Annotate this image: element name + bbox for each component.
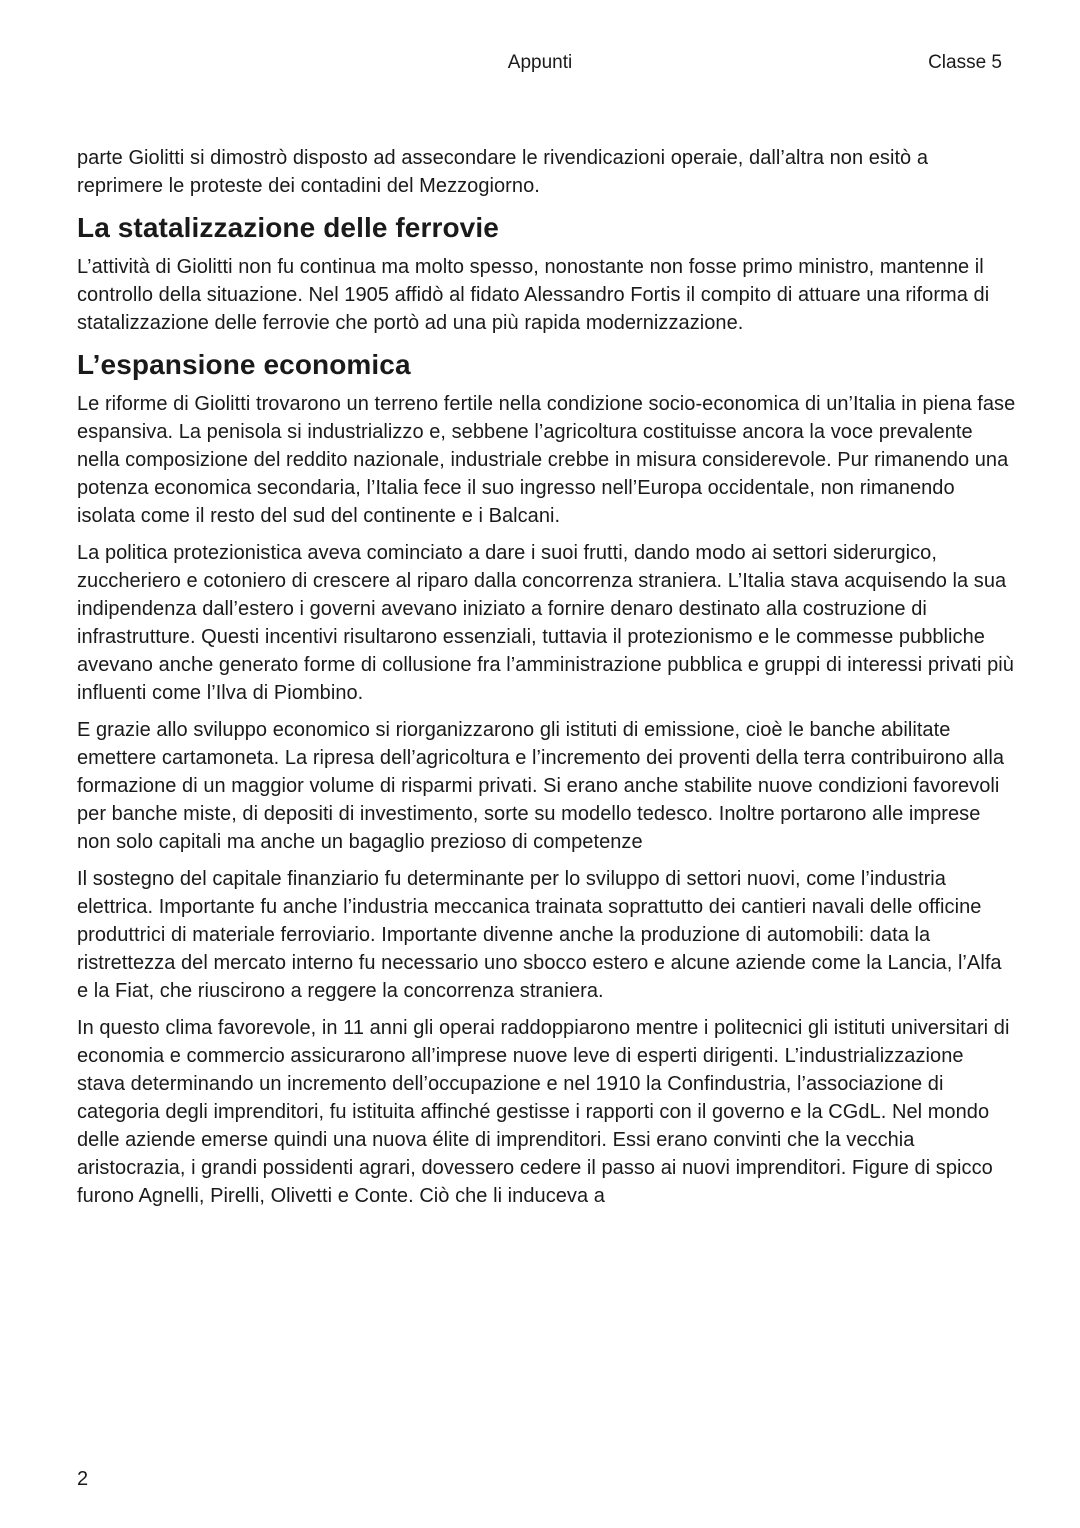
paragraph-espansione-4: Il sostegno del capitale finanziario fu determinante per lo sviluppo di settori nuovi, come l’industria elettrica. Importante fu anche l’industria meccanica trainata soprattutto dei cantieri navali delle officine produttrici di materiale ferroviario. Importante divenne anche la produzione di automobili: data la ristrettezza del mercato interno fu necessario uno sbocco estero e alcune aziende come la Lancia, l’Alfa e la Fiat, che riuscirono a reggere la concorrenza straniera. bbox=[77, 868, 1002, 1002]
class-label: Classe 5 bbox=[928, 52, 1002, 73]
document-body bbox=[77, 144, 1017, 1219]
page-number: 2 bbox=[77, 1468, 89, 1490]
paragraph-ferrovie: L’attività di Giolitti non fu continua ma molto spesso, nonostante non fosse primo ministro, mantenne il controllo della situazione. Nel 1905 affidò al fidato Alessandro Fortis il compito di attuare una riforma di statalizzazione delle ferrovie che portò ad una più rapida modernizzazione. bbox=[77, 256, 990, 334]
section-heading-ferrovie: La statalizzazione delle ferrovie bbox=[77, 212, 499, 243]
intro-paragraph: parte Giolitti si dimostrò disposto ad assecondare le rivendicazioni operaie, dall’altra non esitò a reprimere le proteste dei contadini del Mezzogiorno. bbox=[77, 147, 929, 197]
paragraph-espansione-5: In questo clima favorevole, in 11 anni gli operai raddoppiarono mentre i politecnici gli istituti universitari di economia e commercio assicurarono all’imprese nuove leve di esperti dirigenti. L’industrializzazione stava determinando un incremento dell’occupazione e nel 1910 la Confindustria, l’associazione di categoria degli imprenditori, fu istituita affinché gestisse i rapporti con il governo e la CGdL. Nel mondo delle aziende emerse quindi una nuova élite di imprenditori. Essi erano convinti che la vecchia aristocrazia, i grandi possidenti agrari, dovessero cedere il passo ai nuovi imprenditori. Figure di spicco furono Agnelli, Pirelli, Olivetti e Conte. Ciò che li induceva a bbox=[77, 1017, 1010, 1207]
page-title: Appunti bbox=[507, 52, 573, 73]
paragraph-espansione-2: La politica protezionistica aveva cominciato a dare i suoi frutti, dando modo ai settori siderurgico, zuccheriero e cotoniero di crescere al riparo dalla concorrenza straniera. L’Italia stava acquisendo la sua indipendenza dall’estero i governi avevano iniziato a fornire denaro destinato alla costruzione di infrastrutture. Questi incentivi risultarono essenziali, tuttavia il protezionismo e le commesse pubbliche avevano anche generato forme di collusione fra l’amministrazione pubblica e gruppi di interessi privati più influenti come l’Ilva di Piombino. bbox=[77, 542, 1014, 704]
page-header bbox=[0, 52, 1080, 78]
paragraph-espansione-1: Le riforme di Giolitti trovarono un terreno fertile nella condizione socio-economica di un’Italia in piena fase espansiva. La penisola si industrializzo e, sebbene l’agricoltura costituisse ancora la voce prevalente nella composizione del reddito nazionale, industriale crebbe in misura considerevole. Pur rimanendo una potenza economica secondaria, l’Italia fece il suo ingresso nell’Europa occidentale, non rimanendo isolata come il resto del sud del continente e i Balcani. bbox=[77, 393, 1016, 527]
paragraph-espansione-3: E grazie allo sviluppo economico si riorganizzarono gli istituti di emissione, cioè le banche abilitate emettere cartamoneta. La ripresa dell’agricoltura e l’incremento dei proventi della terra contribuirono alla formazione di un maggior volume di risparmi privati. Si erano anche stabilite nuove condizioni favorevoli per banche miste, di depositi di investimento, sorte su modello tedesco. Inoltre portarono alle imprese non solo capitali ma anche un bagaglio prezioso di competenze bbox=[77, 719, 1004, 853]
section-heading-espansione: L’espansione economica bbox=[77, 349, 411, 380]
